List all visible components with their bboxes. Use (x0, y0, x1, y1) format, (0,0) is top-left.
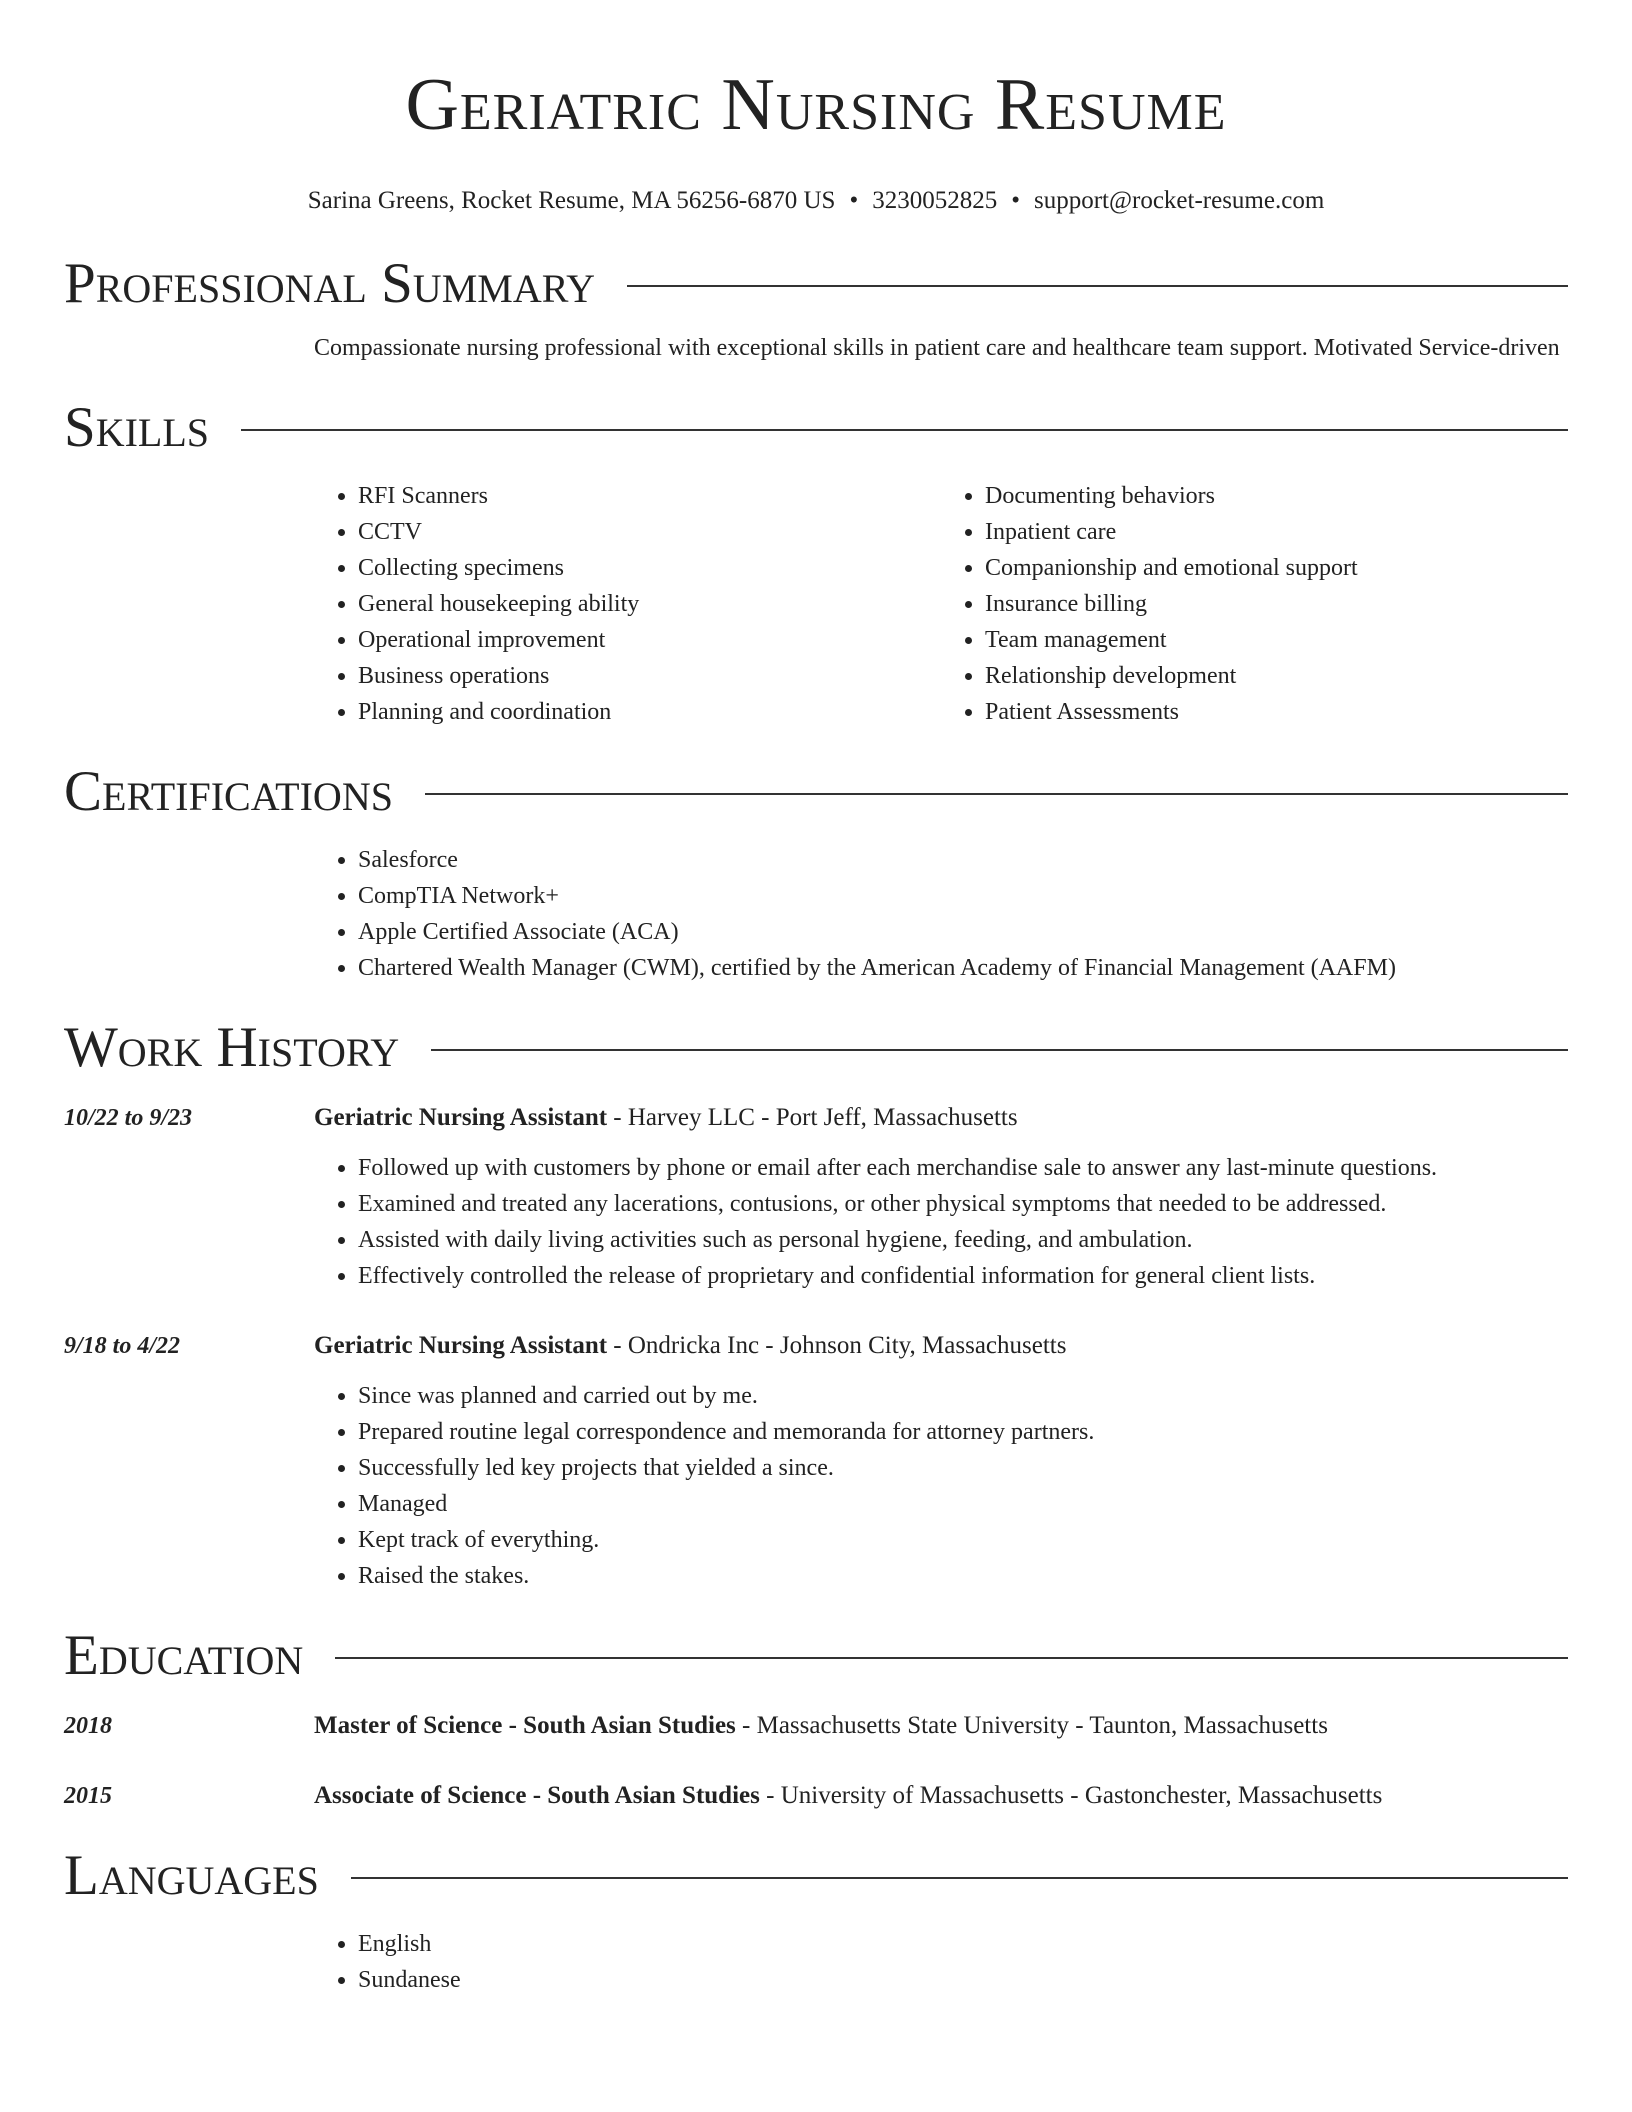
job-details: - Harvey LLC - Port Jeff, Massachusetts (607, 1104, 1018, 1131)
skill-item: • Collecting specimens (358, 550, 941, 586)
contact-address: Sarina Greens, Rocket Resume, MA 56256-6870 US (307, 187, 836, 214)
certification-item: • CompTIA Network+ (358, 878, 1568, 914)
section-divider (335, 1657, 1568, 1659)
skill-item: • Operational improvement (358, 622, 941, 658)
education-year: 2015 (64, 1783, 112, 1809)
certification-item: • Apple Certified Associate (ACA) (358, 914, 1568, 950)
section-divider (351, 1877, 1568, 1879)
summary-text: Compassionate nursing professional with exceptional skills in patient care and healthcare team support. Motivated Service-driven (314, 335, 1560, 361)
work-history-section (64, 1016, 1568, 1594)
education-line (314, 1708, 1328, 1744)
job-role: Geriatric Nursing Assistant (314, 1332, 608, 1359)
job-header (64, 1100, 1568, 1136)
section-title-skills: Skills (64, 396, 210, 459)
skills-list-right (941, 478, 1568, 730)
skill-item: • General housekeeping ability (358, 586, 941, 622)
section-title-education: Education (64, 1624, 304, 1687)
section-title-summary: Professional Summary (64, 252, 596, 315)
skill-item: • Insurance billing (985, 586, 1568, 622)
job-role: Geriatric Nursing Assistant (314, 1104, 608, 1131)
job-bullet: • Examined and treated any lacerations, contusions, or other physical symptoms that needed to be addressed. (358, 1186, 1568, 1222)
education-degree: Associate of Science - South Asian Studies (314, 1782, 760, 1809)
languages-list (314, 1926, 1568, 1998)
job-bullets (314, 1150, 1568, 1294)
certification-item: • Chartered Wealth Manager (CWM), certified by the American Academy of Financial Management (AAFM) (358, 950, 1568, 986)
skill-item: • Team management (985, 622, 1568, 658)
job-bullet: • Raised the stakes. (358, 1558, 1568, 1594)
skills-section (64, 396, 1568, 730)
education-details: - Massachusetts State University - Taunton, Massachusetts (735, 1712, 1328, 1739)
section-divider (627, 285, 1568, 287)
contact-phone: 3230052825 (872, 187, 998, 214)
skills-header (64, 396, 1568, 460)
contact-email: support@rocket-resume.com (1033, 187, 1325, 214)
education-header (64, 1624, 1568, 1688)
job-bullet: • Successfully led key projects that yielded a since. (358, 1450, 1568, 1486)
skill-item: • Patient Assessments (985, 694, 1568, 730)
skill-item: • Documenting behaviors (985, 478, 1568, 514)
contact-line (64, 186, 1568, 216)
skill-item: • Companionship and emotional support (985, 550, 1568, 586)
certification-item: • Salesforce (358, 842, 1568, 878)
education-line (314, 1778, 1382, 1814)
languages-header (64, 1844, 1568, 1908)
job-bullet-list (314, 1378, 1568, 1594)
education-degree: Master of Science - South Asian Studies (314, 1712, 736, 1739)
education-entry (64, 1778, 1568, 1814)
work-history-header (64, 1016, 1568, 1080)
job-bullets (314, 1378, 1568, 1594)
education-details: - University of Massachusetts - Gastonchester, Massachusetts (759, 1782, 1383, 1809)
skill-item: • Planning and coordination (358, 694, 941, 730)
job-bullet: • Kept track of everything. (358, 1522, 1568, 1558)
section-divider (425, 793, 1568, 795)
section-title-languages: Languages (64, 1844, 319, 1907)
job-header (64, 1328, 1568, 1364)
job-title-line (314, 1100, 1018, 1136)
summary-header (64, 252, 1568, 316)
section-title-certifications: Certifications (64, 760, 393, 823)
education-section (64, 1624, 1568, 1814)
job-entry (64, 1100, 1568, 1294)
job-dates: 10/22 to 9/23 (64, 1105, 193, 1131)
job-bullet: • Followed up with customers by phone or email after each merchandise sale to answer any last-minute questions. (358, 1150, 1568, 1186)
languages-section (64, 1844, 1568, 1998)
job-bullet-list (314, 1150, 1568, 1294)
section-divider (431, 1049, 1568, 1051)
job-bullet: • Since was planned and carried out by me. (358, 1378, 1568, 1414)
job-details: - Ondricka Inc - Johnson City, Massachusetts (607, 1332, 1067, 1359)
skills-list-left (314, 478, 941, 730)
certifications-list (314, 842, 1568, 986)
job-bullet: • Effectively controlled the release of proprietary and confidential information for general client lists. (358, 1258, 1568, 1294)
certifications-body (314, 842, 1568, 986)
skills-grid (314, 478, 1568, 730)
certifications-header (64, 760, 1568, 824)
summary-section (64, 252, 1568, 366)
job-title-line (314, 1328, 1066, 1364)
job-bullet: • Prepared routine legal correspondence and memoranda for attorney partners. (358, 1414, 1568, 1450)
resume-title: Geriatric Nursing Resume (405, 64, 1227, 146)
job-bullet: • Assisted with daily living activities such as personal hygiene, feeding, and ambulation. (358, 1222, 1568, 1258)
skill-item: • RFI Scanners (358, 478, 941, 514)
certifications-section (64, 760, 1568, 986)
education-year: 2018 (64, 1713, 112, 1739)
contact-separator: • (1011, 187, 1020, 214)
languages-body (314, 1926, 1568, 1998)
contact-separator: • (849, 187, 859, 214)
skill-item: • Business operations (358, 658, 941, 694)
skill-item: • CCTV (358, 514, 941, 550)
language-item: • Sundanese (358, 1962, 1568, 1998)
education-entry (64, 1708, 1568, 1744)
language-item: • English (358, 1926, 1568, 1962)
job-entry (64, 1328, 1568, 1594)
skill-item: • Inpatient care (985, 514, 1568, 550)
section-title-work-history: Work History (64, 1016, 400, 1079)
job-dates: 9/18 to 4/22 (64, 1333, 181, 1359)
skill-item: • Relationship development (985, 658, 1568, 694)
job-bullet: • Managed (358, 1486, 1568, 1522)
section-divider (241, 429, 1568, 431)
